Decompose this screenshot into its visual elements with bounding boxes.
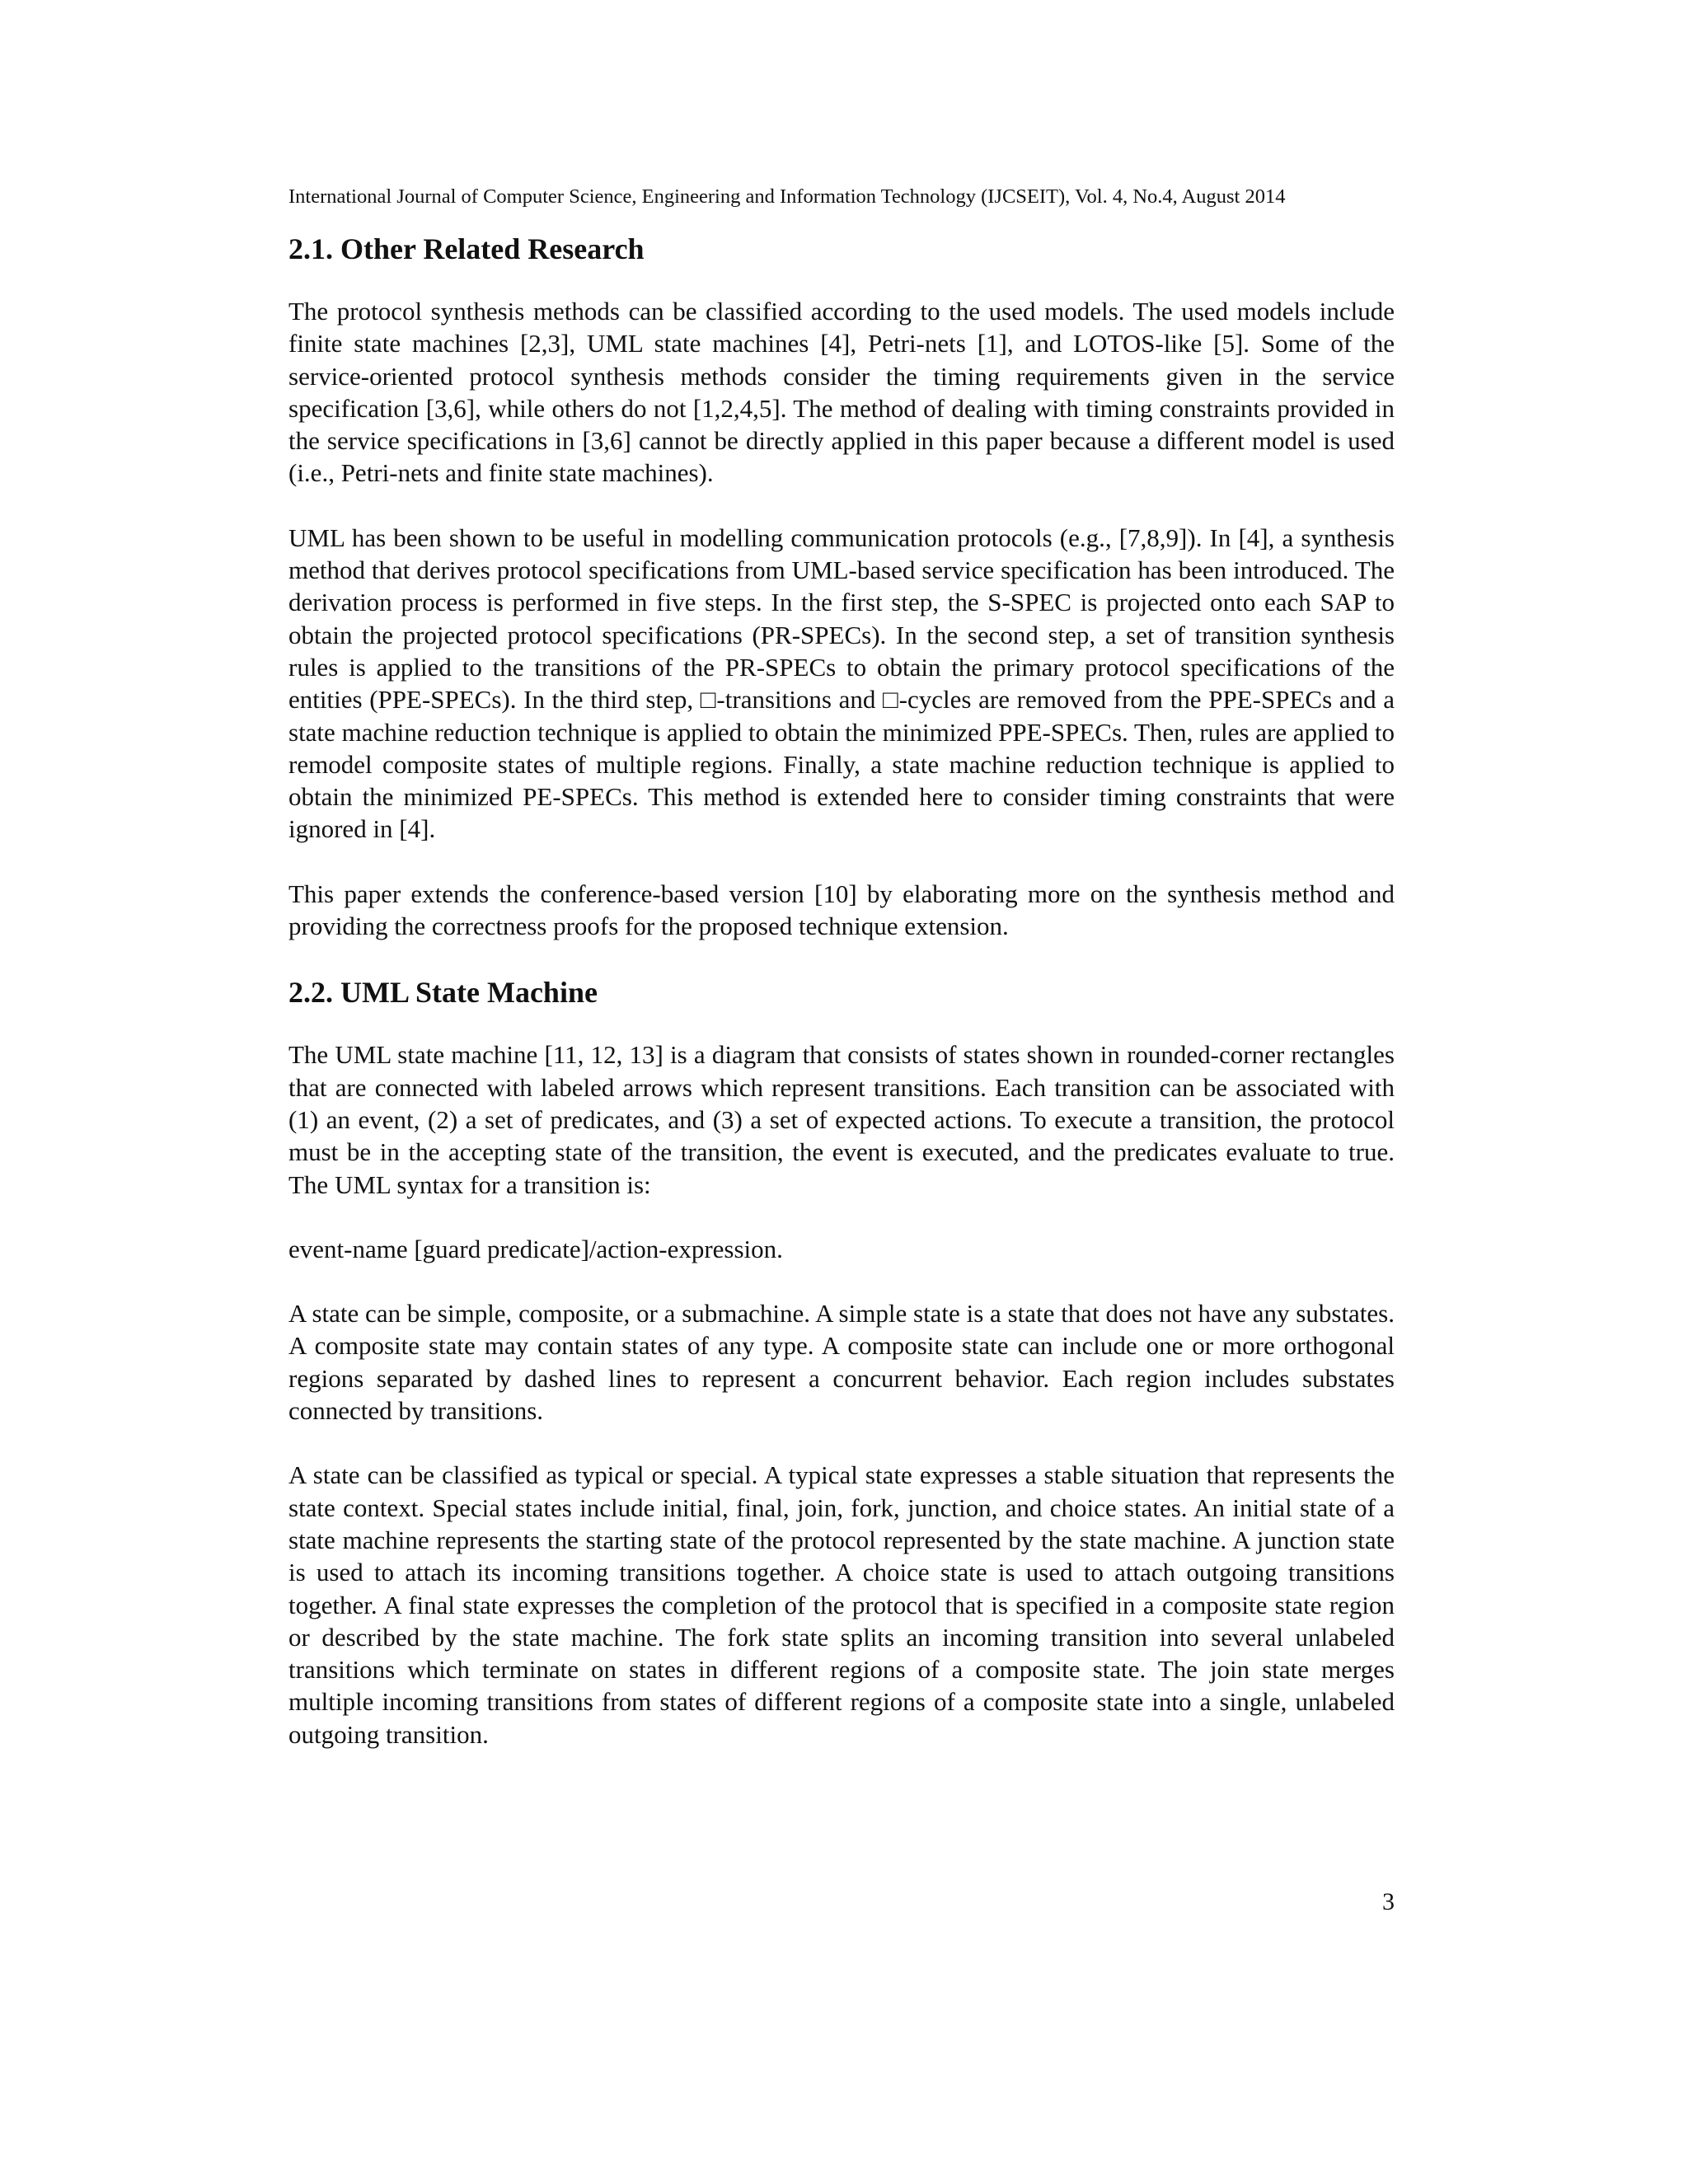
section-heading-other-related-research: 2.1. Other Related Research	[288, 232, 645, 265]
page-number: 3	[1382, 1888, 1395, 1915]
paragraph: This paper extends the conference-based version [10] by elaborating more on the synthesis method and providing the correctness proofs for the proposed technique extension.	[288, 879, 1395, 941]
paragraph: The UML state machine [11, 12, 13] is a diagram that consists of states shown in rounded-corner rectangles that are connected with labeled arrows which represent transitions. Each transition can be associated with (1) an event, (2) a set of predicates, and (3) a set of expected actions. To execute a transition, the protocol must be in the accepting state of the transition, the event is executed, and the predicates evaluate to true. The UML syntax for a transition is:	[288, 1040, 1395, 1199]
journal-header: International Journal of Computer Science, Engineering and Information Technology (IJCSEIT), Vol. 4, No.4, August 2014	[288, 185, 1286, 208]
transition-syntax: event-name [guard predicate]/action-expression.	[288, 1234, 783, 1263]
section-heading-uml-state-machine: 2.2. UML State Machine	[288, 976, 598, 1010]
paragraph: The protocol synthesis methods can be classified according to the used models. The used models include finite state machines [2,3], UML state machines [4], Petri-nets [1], and LOTOS-like [5]. Some of the service-oriented protocol synthesis methods consider the timing requirements given in the service specification [3,6], while others do not [1,2,4,5]. The method of dealing with timing constraints provided in the service specifications in [3,6] cannot be directly applied in this paper because a different model is used (i.e., Petri-nets and finite state machines).	[288, 297, 1395, 488]
page-body	[288, 231, 1395, 1783]
paragraph: A state can be simple, composite, or a submachine. A simple state is a state that does not have any substates. A composite state may contain states of any type. A composite state can include one or more orthogonal regions separated by dashed lines to represent a concurrent behavior. Each region includes substates connected by transitions.	[288, 1299, 1395, 1426]
paragraph: UML has been shown to be useful in modelling communication protocols (e.g., [7,8,9]). In [4], a synthesis method that derives protocol specifications from UML-based service specification has been introduced. The derivation process is performed in five steps. In the first step, the S-SPEC is projected onto each SAP to obtain the projected protocol specifications (PR-SPECs). In the second step, a set of transition synthesis rules is applied to the transitions of the PR-SPECs to obtain the primary protocol specifications of the entities (PPE-SPECs). In the third step, □-transitions and □-cycles are removed from the PPE-SPECs and a state machine reduction technique is applied to obtain the minimized PPE-SPECs. Then, rules are applied to remodel composite states of multiple regions. Finally, a state machine reduction technique is applied to obtain the minimized PE-SPECs. This method is extended here to consider timing constraints that were ignored in [4].	[288, 523, 1395, 844]
paragraph: A state can be classified as typical or special. A typical state expresses a stable situation that represents the state context. Special states include initial, final, join, fork, junction, and choice states. An initial state of a state machine represents the starting state of the protocol represented by the state machine. A junction state is used to attach its incoming transitions together. A choice state is used to attach outgoing transitions together. A final state expresses the completion of the protocol that is specified in a composite state region or described by the state machine. The fork state splits an incoming transition into several unlabeled transitions which terminate on states in different regions of a composite state. The join state merges multiple incoming transitions from states of different regions of a composite state into a single, unlabeled outgoing transition.	[288, 1460, 1395, 1749]
